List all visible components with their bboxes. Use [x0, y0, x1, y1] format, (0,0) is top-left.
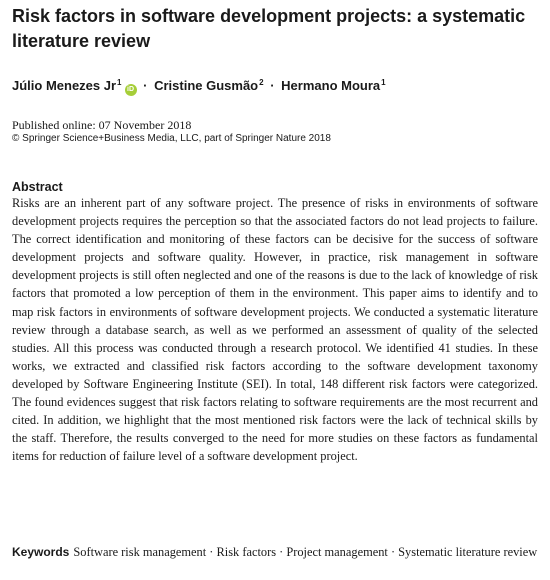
publication-info: [12, 118, 331, 146]
author-name[interactable]: Cristine Gusmão: [154, 78, 259, 93]
copyright-notice: © Springer Science+Business Media, LLC, part of Springer Nature 2018: [12, 133, 331, 144]
author-name[interactable]: Hermano Moura: [281, 78, 381, 93]
paper-title: Risk factors in software development projects: a systematic literature review: [12, 6, 526, 51]
author-name[interactable]: Júlio Menezes Jr: [12, 78, 117, 93]
orcid-icon[interactable]: iD: [125, 84, 137, 96]
published-date: Published online: 07 November 2018: [12, 118, 192, 132]
affiliation-marker: 2: [259, 78, 264, 87]
abstract-text: Risks are an inherent part of any software project. The presence of risks in environments of software development projects requires the perception so that the associated factors do not lead projects to failure. The correct identification and monitoring of these factors can be decisive for the success of software development projects and software quality. However, in practice, risk management in software development projects is still often neglected and one of the reasons is due to the lack of knowledge of risk factors that promoted a low perception of them in the environment. This paper aims to identify and to map risk factors in environments of software development projects. We conducted a systematic literature review through a database search, as well as we performed an assessment of quality of the selected studies. All this process was conducted through a research protocol. We identified 41 studies. In these works, we extracted and classified risk factors according to the software development taxonomy developed by Software Engineering Institute (SEI). In total, 148 different risk factors were categorized. The found evidences suggest that risk factors relating to software requirements are the most recurrent and cited. In addition, we highlight that the most mentioned risk factors were the lack of technical skills by the staff. Therefore, the results converged to the need for more studies on these factors as fundamental items for reduction of failure level of a software development project.: [12, 196, 538, 464]
affiliation-marker: 1: [381, 78, 386, 87]
keywords-list: Software risk management · Risk factors · Project management · Systematic literature review: [73, 545, 538, 559]
abstract-heading: Abstract: [12, 180, 63, 194]
author-separator: ·: [143, 78, 148, 93]
keywords-heading: Keywords: [12, 545, 70, 559]
author-list: [12, 74, 386, 96]
author-separator: ·: [270, 78, 275, 93]
keywords-section: [12, 544, 540, 561]
affiliation-marker: 1: [117, 78, 122, 87]
